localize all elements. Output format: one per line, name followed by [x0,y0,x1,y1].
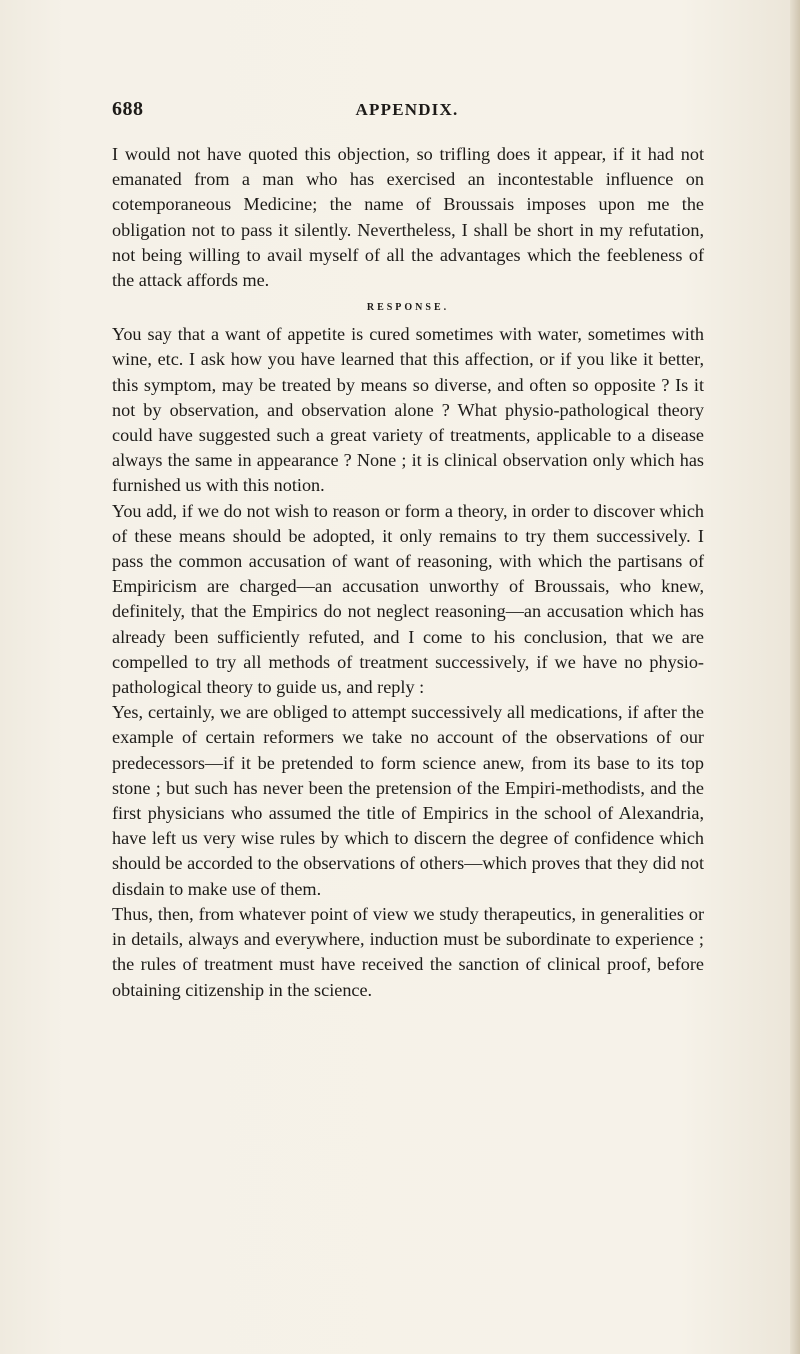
paragraph: You add, if we do not wish to reason or form a theory, in order to discover which of these means should be adopted, it only remains to try them successively. I pass the common accusation of want of reasoning, with which the partisans of Empiricism are charged—an accusation unworthy of Broussais, who knew, definitely, that the Empirics do not neglect reasoning—an accusation which has already been sufficiently refuted, and I come to his conclusion, that we are compelled to try all methods of treatment successively, if we have no physio-pathological theory to guide us, and reply : [112,500,704,698]
page-edge [790,0,800,1354]
paragraph: I would not have quoted this objection, so trifling does it appear, if it had not emanated from a man who has exercised an incontestable influence on cotemporaneous Medicine; the name of Broussais imposes upon me the obligation not to pass it silently. Nevertheless, I shall be short in my refutation, not being willing to avail myself of all the advantages which the feebleness of the attack affords me. [112,144,704,291]
running-head: APPENDIX. [355,100,459,119]
page-number: 688 [112,98,144,120]
paragraph: You say that a want of appetite is cured sometimes with water, sometimes with wine, etc. I ask how you have learned that this affection, or if you like it better, this symptom, may be treated by means so diverse, and often so opposite ? Is it not by observation, and observation alone ? What physio-pathological theory could have suggested such a great variety of treatments, applicable to a disease always the same in appearance ? None ; it is clinical observation only which has furnished us with this notion. [112,324,704,496]
section-heading: RESPONSE. [366,302,450,314]
body-text [112,142,704,1003]
paragraph: Thus, then, from whatever point of view we study therapeutics, in generalities or in details, always and everywhere, induction must be subordinate to experience ; the rules of treatment must have received the sanction of clinical proof, before obtaining citizenship in the science. [112,903,704,1000]
page-header [112,98,702,126]
paragraph: Yes, certainly, we are obliged to attempt successively all medications, if after the example of certain reformers we take no account of the observations of our predecessors—if it be pretended to form science anew, from its base to its top stone ; but such has never been the pretension of the Empiri-methodists, and the first physicians who assumed the title of Empirics in the school of Alexandria, have left us very wise rules by which to discern the degree of confidence which should be accorded to the observations of others—which proves that they did not disdain to make use of them. [112,702,704,899]
